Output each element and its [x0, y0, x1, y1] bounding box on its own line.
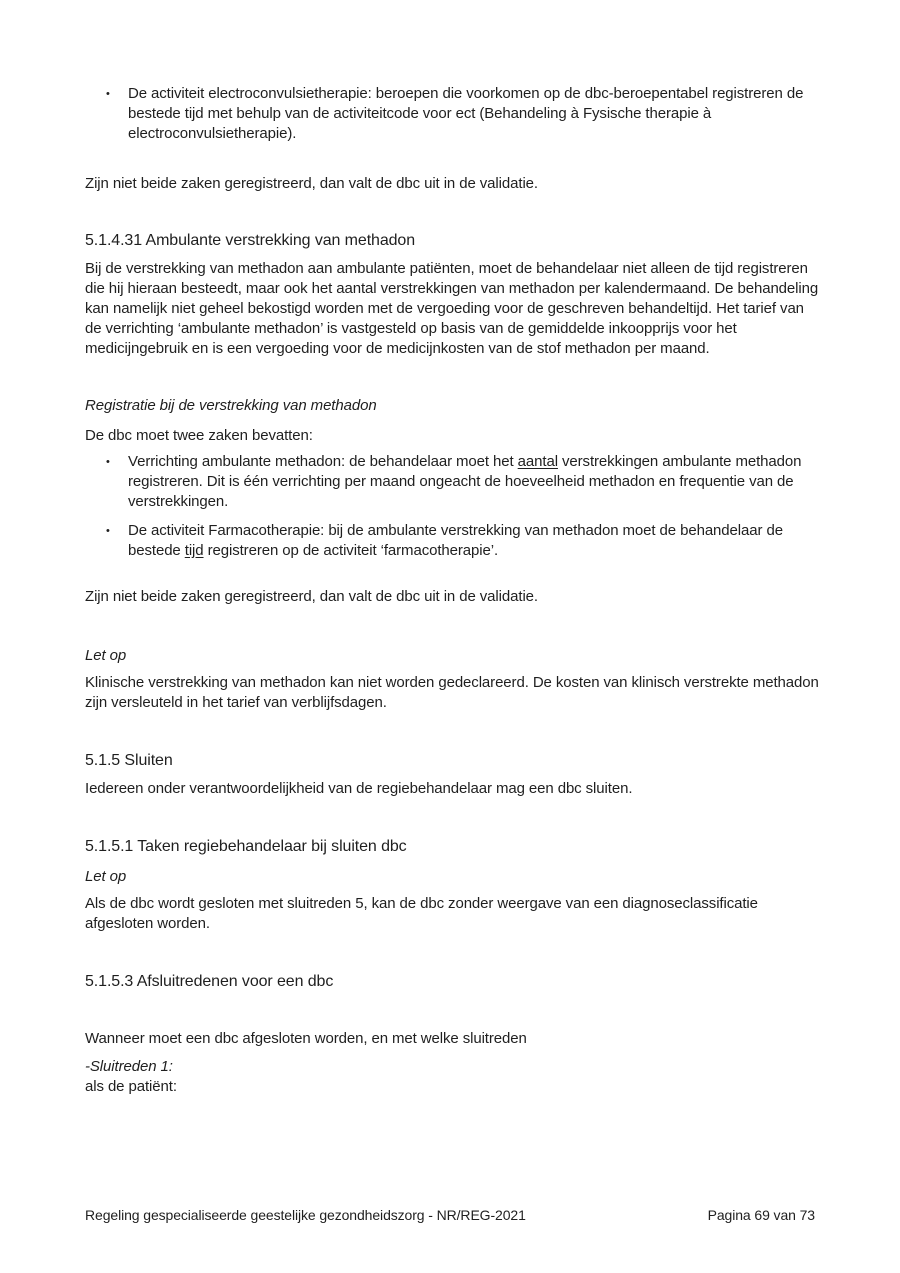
bullet-item-ect [85, 84, 823, 144]
letop-heading-2: Let op [85, 868, 127, 885]
bullet-icon: • [106, 456, 110, 468]
paragraph-wanneer: Wanneer moet een dbc afgesloten worden, en met welke sluitreden [85, 1030, 527, 1047]
section-heading-5-1-5-1: 5.1.5.1 Taken regiebehandelaar bij sluiten dbc [85, 838, 407, 855]
bullet-item-verrichting-text [128, 452, 823, 512]
bullet-item-verrichting [85, 452, 823, 512]
bullet-item-ect-text: De activiteit electroconvulsietherapie: beroepen die voorkomen op de dbc-beroepentabel registreren de bestede tijd met behulp van de activiteitcode voor ect (Behandeling à Fysische therapie à electroconvulsietherapie). [128, 85, 804, 142]
bullet-icon: • [106, 525, 110, 537]
section-heading-5-1-4-31: 5.1.4.31 Ambulante verstrekking van methadon [85, 232, 416, 249]
footer-document-title: Regeling gespecialiseerde geestelijke gezondheidszorg - NR/REG-2021 [85, 1207, 526, 1223]
section-heading-5-1-5-3: 5.1.5.3 Afsluitredenen voor een dbc [85, 973, 334, 990]
paragraph-als-de-patient: als de patiënt: [85, 1078, 177, 1095]
section-heading-5-1-5: 5.1.5 Sluiten [85, 752, 173, 769]
bullet-verrichting-post: verstrekkingen ambulante methadon registreren. Dit is één verrichting per maand ongeacht de hoeveelheid methadon en frequentie van de verstrekkingen. [128, 453, 802, 510]
paragraph-dbc-intro: De dbc moet twee zaken bevatten: [85, 427, 313, 444]
bullet-verrichting-pre: Verrichting ambulante methadon: de behandelaar moet het [128, 453, 518, 470]
letop-paragraph-2: Als de dbc wordt gesloten met sluitreden 5, kan de dbc zonder weergave van een diagnoseclassificatie afgesloten worden. [85, 895, 758, 932]
letop-paragraph-1: Klinische verstrekking van methadon kan niet worden gedeclareerd. De kosten van klinisch verstrekte methadon zijn versleuteld in het tarief van verblijfsdagen. [85, 674, 819, 711]
bullet-item-farmacotherapie-text [128, 521, 823, 561]
paragraph-methadon-intro: Bij de verstrekking van methadon aan ambulante patiënten, moet de behandelaar niet alleen de tijd registreren die hij hieraan besteedt, maar ook het aantal verstrekkingen van methadon per kalendermaand. De behandeling kan namelijk niet geheel bekostigd worden met de vergoeding voor de geschreven behandeltijd. Het tarief van de verrichting ‘ambulante methadon’ is vastgesteld op basis van de gemiddelde inkoopprijs voor het medicijngebruik en is een vergoeding voor de medicijnkosten van de stof methadon per maand. [85, 260, 819, 357]
bullet-farmacotherapie-pre: De activiteit Farmacotherapie: bij de ambulante verstrekking van methadon moet de behandelaar de bestede [128, 522, 783, 559]
page-footer [85, 1206, 815, 1224]
validation-note-1: Zijn niet beide zaken geregistreerd, dan valt de dbc uit in de validatie. [85, 175, 538, 192]
bullet-item-farmacotherapie [85, 521, 823, 561]
validation-note-2: Zijn niet beide zaken geregistreerd, dan valt de dbc uit in de validatie. [85, 588, 538, 605]
underlined-word-aantal: aantal [517, 453, 558, 470]
bullet-icon: • [106, 88, 110, 100]
footer-page-number: Pagina 69 van 73 [707, 1207, 815, 1223]
subheading-registratie: Registratie bij de verstrekking van methadon [85, 397, 377, 414]
bullet-farmacotherapie-post: registreren op de activiteit ‘farmacotherapie’. [203, 542, 499, 559]
sluitreden-1-label: -Sluitreden 1: [85, 1058, 173, 1075]
underlined-word-tijd: tijd [184, 542, 204, 559]
letop-heading-1: Let op [85, 647, 127, 664]
paragraph-sluiten: Iedereen onder verantwoordelijkheid van de regiebehandelaar mag een dbc sluiten. [85, 780, 633, 797]
